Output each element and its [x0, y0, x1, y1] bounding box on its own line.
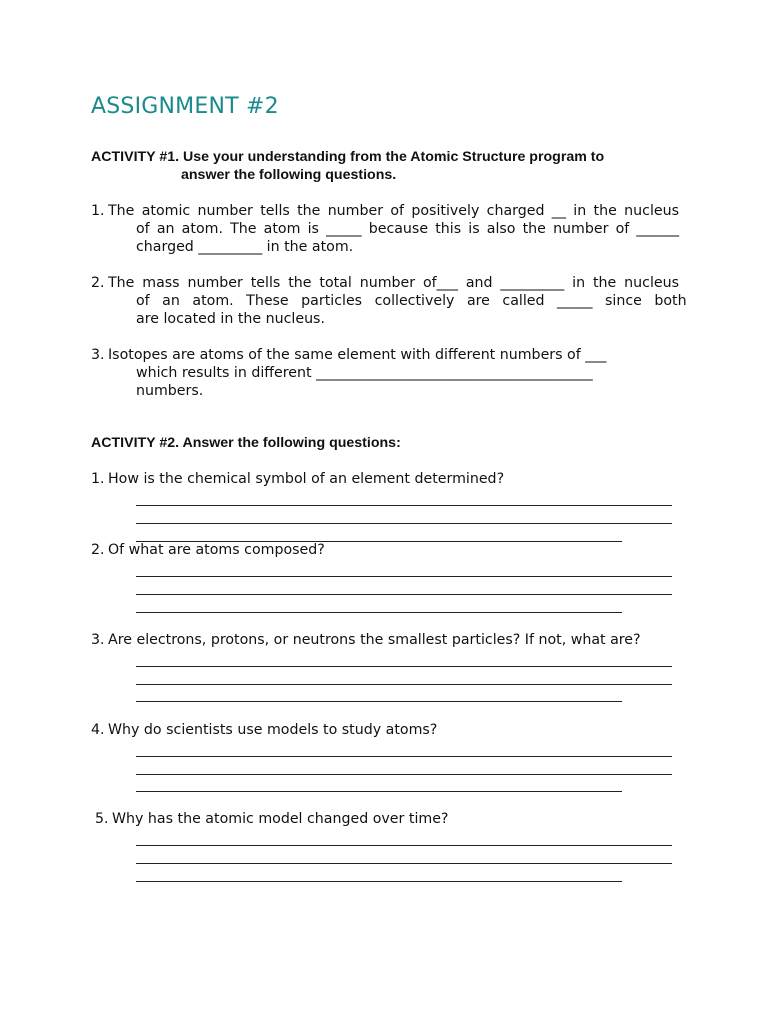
question-text-line: numbers.: [136, 383, 204, 399]
question-text-line: are located in the nucleus.: [136, 311, 325, 327]
answer-line[interactable]: [136, 523, 672, 524]
answer-line[interactable]: [136, 881, 622, 882]
activity1-heading-line2: answer the following questions.: [181, 167, 397, 183]
answer-line[interactable]: [136, 863, 672, 864]
page-title: ASSIGNMENT #2: [91, 94, 279, 119]
question-number: 2.: [91, 275, 105, 291]
answer-line[interactable]: [136, 666, 672, 667]
question-number: 3.: [91, 632, 105, 648]
answer-line[interactable]: [136, 505, 672, 506]
answer-line[interactable]: [136, 756, 672, 757]
question-number: 2.: [91, 542, 105, 558]
question-text: Why do scientists use models to study atoms?: [108, 722, 438, 738]
question-number: 3.: [91, 347, 105, 363]
question-number: 5.: [95, 811, 109, 827]
activity1-question-3: [91, 346, 679, 402]
answer-line[interactable]: [136, 845, 672, 846]
activity1-question-1: [91, 202, 679, 258]
question-text: Are electrons, protons, or neutrons the smallest particles? If not, what are?: [108, 632, 641, 648]
question-text-line: Isotopes are atoms of the same element with different numbers of ___: [108, 347, 607, 363]
question-number: 1.: [91, 203, 105, 219]
question-text-line: of an atom. The atom is _____ because this is also the number of ______: [136, 221, 679, 237]
question-number: 4.: [91, 722, 105, 738]
question-text-line: of an atom. These particles collectively are called _____ since both: [136, 293, 687, 309]
answer-line[interactable]: [136, 684, 672, 685]
question-text-line: which results in different _______________________________________: [136, 365, 593, 381]
question-number: 1.: [91, 471, 105, 487]
question-text: Why has the atomic model changed over time?: [112, 811, 449, 827]
answer-line[interactable]: [136, 612, 622, 613]
activity1-heading: [91, 148, 604, 184]
answer-line[interactable]: [136, 791, 622, 792]
answer-line[interactable]: [136, 701, 622, 702]
question-text-line: charged _________ in the atom.: [136, 239, 354, 255]
question-text-line: The atomic number tells the number of positively charged __ in the nucleus: [108, 203, 679, 219]
question-text-line: The mass number tells the total number of___ and _________ in the nucleus: [108, 275, 679, 291]
activity2-heading: ACTIVITY #2. Answer the following questions:: [91, 435, 401, 451]
question-text: Of what are atoms composed?: [108, 542, 325, 558]
activity1-heading-line1: ACTIVITY #1. Use your understanding from the Atomic Structure program to: [91, 149, 605, 165]
answer-line[interactable]: [136, 576, 672, 577]
question-text: How is the chemical symbol of an element determined?: [108, 471, 505, 487]
activity1-question-2: [91, 274, 687, 330]
answer-line[interactable]: [136, 594, 672, 595]
answer-line[interactable]: [136, 774, 672, 775]
